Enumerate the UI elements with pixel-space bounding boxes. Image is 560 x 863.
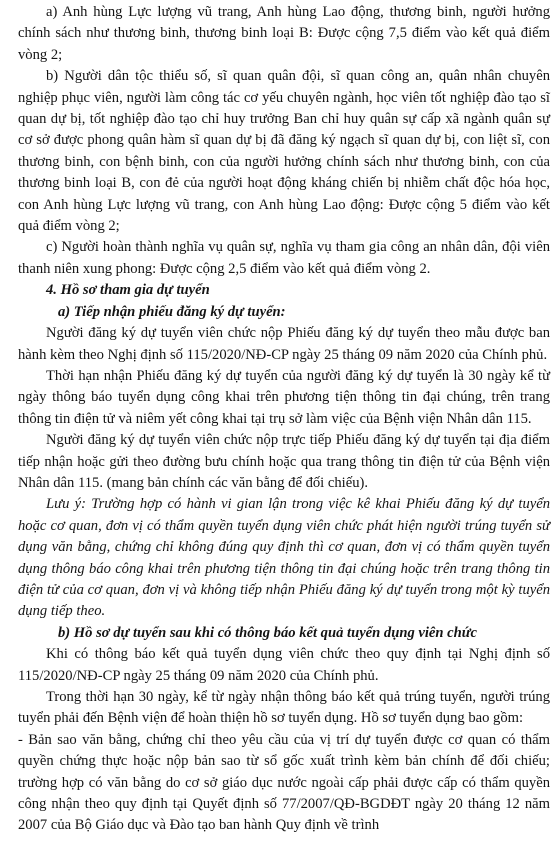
paragraph-priority-c: c) Người hoàn thành nghĩa vụ quân sự, nghĩa vụ tham gia công an nhân dân, đội viên thanh niên xung phong: Được cộng 2,5 điểm vào kết quả điểm vòng 2. [18,239,550,277]
paragraph-priority-a: a) Anh hùng Lực lượng vũ trang, Anh hùng Lao động, thương binh, người hưởng chính sách như thương binh, thương binh loại B: Được cộng 7,5 điểm vào kết quả điểm vòng 2; [18,4,550,63]
paragraph-deadline: Thời hạn nhận Phiếu đăng ký dự tuyển của người đăng ký dự tuyển là 30 ngày kể từ ngày thông báo tuyển dụng công khai trên phương tiện thông tin đại chúng, trên trang thông tin điện tử và niêm yết công khai tại trụ sở làm việc của Bệnh viện Nhân dân 115. [18,367,550,427]
subsection-heading-a: a) Tiếp nhận phiếu đăng ký dự tuyển: [58,303,286,320]
paragraph-30-days: Trong thời hạn 30 ngày, kể từ ngày nhận thông báo kết quả trúng tuyển, người trúng tuyển phải đến Bệnh viện để hoàn thiện hồ sơ tuyển dụng. Hồ sơ tuyển dụng bao gồm: [18,689,550,727]
subsection-heading-b: b) Hồ sơ dự tuyển sau khi có thông báo kết quả tuyển dụng viên chức [58,624,477,641]
paragraph-result-notice: Khi có thông báo kết quả tuyển dụng viên chức theo quy định tại Nghị định số 115/2020/NĐ-CP ngày 25 tháng 09 năm 2020 của Chính phủ. [18,646,550,684]
paragraph-priority-b: b) Người dân tộc thiểu số, sĩ quan quân đội, sĩ quan công an, quân nhân chuyên nghiệp phục viên, người làm công tác cơ yếu chuyên ngành, học viên tốt nghiệp đào tạo sĩ quan dự bị, tốt nghiệp đào tạo chỉ huy trưởng Ban chỉ huy quân sự cấp xã ngành quân sự cơ sở được phong quân hàm sĩ quan dự bị đã đăng ký ngạch sĩ quan dự bị, con liệt sĩ, con thương binh, con bệnh binh, con của người hưởng chính sách như thương binh, con của thương binh loại B, con đẻ của người hoạt động kháng chiến bị nhiễm chất độc hóa học, con Anh hùng Lực lượng vũ trang, con Anh hùng Lao động: Được cộng 5 điểm vào kết quả điểm vòng 2; [18,68,550,235]
section-heading: 4. Hồ sơ tham gia dự tuyển [46,282,210,299]
paragraph-note: Lưu ý: Trường hợp có hành vi gian lận trong việc kê khai Phiếu đăng ký dự tuyển hoặc cơ quan, đơn vị có thẩm quyền tuyển dụng viên chức phát hiện người trúng tuyển sử dụng văn bằng, chứng chỉ không đúng quy định thì cơ quan, đơn vị có thẩm quyền tuyển dụng thông báo công khai trên phương tiện thông tin đại chúng hoặc trên trang thông tin điện tử của cơ quan, đơn vị và không tiếp nhận Phiếu đăng ký dự tuyển trong một kỳ tuyển dụng tiếp theo. [18,496,550,620]
paragraph-registration-form: Người đăng ký dự tuyển viên chức nộp Phiếu đăng ký dự tuyển theo mẫu được ban hành kèm theo Nghị định số 115/2020/NĐ-CP ngày 25 tháng 09 năm 2020 của Chính phủ. [18,325,550,363]
list-item-diploma-copies: - Bản sao văn bằng, chứng chỉ theo yêu cầu của vị trí dự tuyển được cơ quan có thẩm quyền chứng thực hoặc nộp bản sao từ sổ gốc xuất trình kèm bản chính để đối chiếu; trường hợp có văn bằng do cơ sở giáo dục nước ngoài cấp phải được cấp có thẩm quyền công nhận theo quy định tại Quyết định số 77/2007/QĐ-BGDĐT ngày 20 tháng 12 năm 2007 của Bộ Giáo dục và Đào tạo ban hành Quy định về trình [18,731,550,834]
paragraph-submission: Người đăng ký dự tuyển viên chức nộp trực tiếp Phiếu đăng ký dự tuyển tại địa điểm tiếp nhận hoặc gửi theo đường bưu chính hoặc qua trang thông tin điện tử của Bệnh viện Nhân dân 115. (mang bản chính các văn bằng để đối chiếu). [18,432,550,491]
